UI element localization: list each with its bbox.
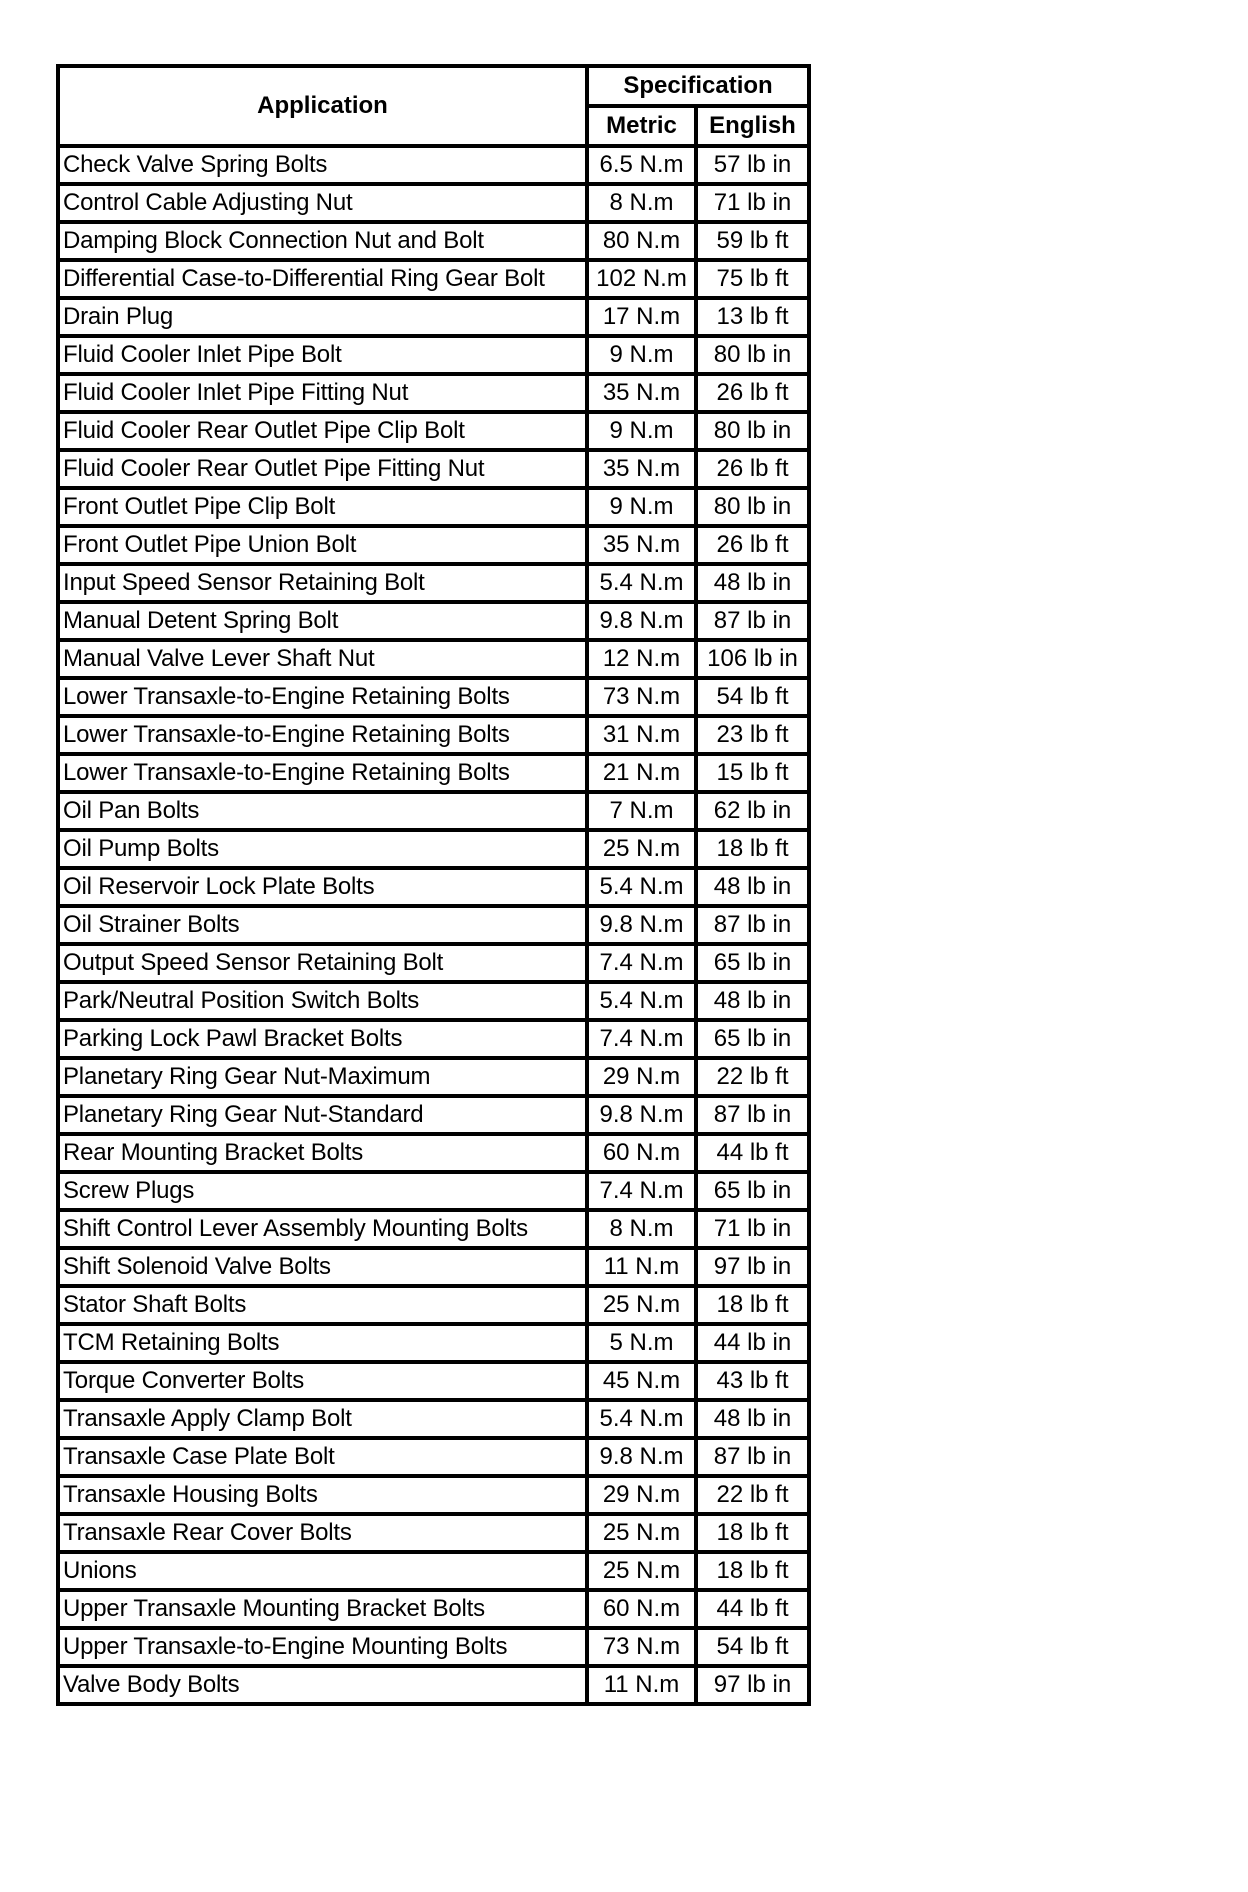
application-cell: Upper Transaxle Mounting Bracket Bolts xyxy=(58,1590,587,1628)
english-value-cell: 87 lb in xyxy=(696,1438,809,1476)
english-value-cell: 71 lb in xyxy=(696,1210,809,1248)
application-cell: Lower Transaxle-to-Engine Retaining Bolts xyxy=(58,716,587,754)
table-row xyxy=(58,488,809,526)
table-row xyxy=(58,184,809,222)
table-row xyxy=(58,830,809,868)
table-row xyxy=(58,1210,809,1248)
metric-value-cell: 9.8 N.m xyxy=(587,1438,696,1476)
specification-column-header: Specification xyxy=(587,66,809,106)
application-cell: Unions xyxy=(58,1552,587,1590)
table-row xyxy=(58,412,809,450)
metric-value-cell: 8 N.m xyxy=(587,184,696,222)
metric-value-cell: 9 N.m xyxy=(587,412,696,450)
metric-value-cell: 12 N.m xyxy=(587,640,696,678)
english-value-cell: 44 lb ft xyxy=(696,1590,809,1628)
table-row xyxy=(58,678,809,716)
metric-value-cell: 35 N.m xyxy=(587,526,696,564)
table-body xyxy=(58,146,809,1704)
application-cell: Output Speed Sensor Retaining Bolt xyxy=(58,944,587,982)
table-row xyxy=(58,1248,809,1286)
english-value-cell: 48 lb in xyxy=(696,564,809,602)
application-cell: Fluid Cooler Inlet Pipe Bolt xyxy=(58,336,587,374)
english-value-cell: 44 lb ft xyxy=(696,1134,809,1172)
table-row xyxy=(58,982,809,1020)
application-cell: Oil Strainer Bolts xyxy=(58,906,587,944)
application-cell: Stator Shaft Bolts xyxy=(58,1286,587,1324)
application-cell: Park/Neutral Position Switch Bolts xyxy=(58,982,587,1020)
english-value-cell: 80 lb in xyxy=(696,336,809,374)
metric-value-cell: 17 N.m xyxy=(587,298,696,336)
table-row xyxy=(58,792,809,830)
english-value-cell: 22 lb ft xyxy=(696,1058,809,1096)
table-row xyxy=(58,868,809,906)
metric-value-cell: 73 N.m xyxy=(587,678,696,716)
table-row xyxy=(58,1096,809,1134)
metric-value-cell: 9 N.m xyxy=(587,336,696,374)
application-cell: Oil Reservoir Lock Plate Bolts xyxy=(58,868,587,906)
english-value-cell: 22 lb ft xyxy=(696,1476,809,1514)
english-value-cell: 18 lb ft xyxy=(696,830,809,868)
application-cell: Upper Transaxle-to-Engine Mounting Bolts xyxy=(58,1628,587,1666)
metric-value-cell: 7.4 N.m xyxy=(587,1020,696,1058)
metric-value-cell: 35 N.m xyxy=(587,450,696,488)
application-cell: Shift Control Lever Assembly Mounting Bolts xyxy=(58,1210,587,1248)
english-value-cell: 26 lb ft xyxy=(696,374,809,412)
table-row xyxy=(58,1514,809,1552)
table-row xyxy=(58,1666,809,1704)
metric-value-cell: 25 N.m xyxy=(587,830,696,868)
table-row xyxy=(58,1172,809,1210)
table-row xyxy=(58,1362,809,1400)
table-header xyxy=(58,66,809,146)
application-cell: Differential Case-to-Differential Ring Gear Bolt xyxy=(58,260,587,298)
english-value-cell: 87 lb in xyxy=(696,906,809,944)
table-row xyxy=(58,1438,809,1476)
application-cell: Manual Valve Lever Shaft Nut xyxy=(58,640,587,678)
metric-value-cell: 5.4 N.m xyxy=(587,564,696,602)
table-row xyxy=(58,298,809,336)
metric-value-cell: 5.4 N.m xyxy=(587,1400,696,1438)
english-value-cell: 87 lb in xyxy=(696,602,809,640)
application-cell: Transaxle Rear Cover Bolts xyxy=(58,1514,587,1552)
table-row xyxy=(58,716,809,754)
metric-value-cell: 73 N.m xyxy=(587,1628,696,1666)
header-row-top xyxy=(58,66,809,106)
metric-value-cell: 9.8 N.m xyxy=(587,906,696,944)
english-value-cell: 15 lb ft xyxy=(696,754,809,792)
application-cell: Torque Converter Bolts xyxy=(58,1362,587,1400)
english-value-cell: 97 lb in xyxy=(696,1666,809,1704)
application-cell: Check Valve Spring Bolts xyxy=(58,146,587,184)
english-value-cell: 71 lb in xyxy=(696,184,809,222)
english-value-cell: 13 lb ft xyxy=(696,298,809,336)
application-cell: Damping Block Connection Nut and Bolt xyxy=(58,222,587,260)
table-row xyxy=(58,754,809,792)
application-cell: Fluid Cooler Inlet Pipe Fitting Nut xyxy=(58,374,587,412)
table-row xyxy=(58,450,809,488)
table-row xyxy=(58,1400,809,1438)
application-cell: Front Outlet Pipe Clip Bolt xyxy=(58,488,587,526)
english-value-cell: 43 lb ft xyxy=(696,1362,809,1400)
english-value-cell: 87 lb in xyxy=(696,1096,809,1134)
table-row xyxy=(58,1134,809,1172)
application-cell: Control Cable Adjusting Nut xyxy=(58,184,587,222)
application-cell: TCM Retaining Bolts xyxy=(58,1324,587,1362)
application-cell: Manual Detent Spring Bolt xyxy=(58,602,587,640)
table-row xyxy=(58,564,809,602)
metric-value-cell: 25 N.m xyxy=(587,1286,696,1324)
application-cell: Transaxle Case Plate Bolt xyxy=(58,1438,587,1476)
english-value-cell: 48 lb in xyxy=(696,1400,809,1438)
application-cell: Front Outlet Pipe Union Bolt xyxy=(58,526,587,564)
application-cell: Transaxle Apply Clamp Bolt xyxy=(58,1400,587,1438)
application-cell: Screw Plugs xyxy=(58,1172,587,1210)
metric-value-cell: 31 N.m xyxy=(587,716,696,754)
english-value-cell: 57 lb in xyxy=(696,146,809,184)
english-value-cell: 48 lb in xyxy=(696,868,809,906)
metric-value-cell: 11 N.m xyxy=(587,1666,696,1704)
metric-value-cell: 25 N.m xyxy=(587,1552,696,1590)
english-value-cell: 80 lb in xyxy=(696,488,809,526)
table-row xyxy=(58,1476,809,1514)
application-cell: Fluid Cooler Rear Outlet Pipe Fitting Nut xyxy=(58,450,587,488)
table-row xyxy=(58,906,809,944)
metric-value-cell: 29 N.m xyxy=(587,1058,696,1096)
table-row xyxy=(58,1324,809,1362)
table-row xyxy=(58,944,809,982)
table-row xyxy=(58,1058,809,1096)
english-value-cell: 65 lb in xyxy=(696,944,809,982)
table-row xyxy=(58,146,809,184)
application-cell: Transaxle Housing Bolts xyxy=(58,1476,587,1514)
english-value-cell: 80 lb in xyxy=(696,412,809,450)
table-row xyxy=(58,602,809,640)
english-value-cell: 44 lb in xyxy=(696,1324,809,1362)
english-value-cell: 65 lb in xyxy=(696,1020,809,1058)
metric-value-cell: 25 N.m xyxy=(587,1514,696,1552)
application-cell: Shift Solenoid Valve Bolts xyxy=(58,1248,587,1286)
table-row xyxy=(58,1590,809,1628)
application-cell: Fluid Cooler Rear Outlet Pipe Clip Bolt xyxy=(58,412,587,450)
english-value-cell: 54 lb ft xyxy=(696,1628,809,1666)
metric-value-cell: 5.4 N.m xyxy=(587,982,696,1020)
metric-value-cell: 5 N.m xyxy=(587,1324,696,1362)
application-cell: Parking Lock Pawl Bracket Bolts xyxy=(58,1020,587,1058)
metric-value-cell: 7 N.m xyxy=(587,792,696,830)
table-row xyxy=(58,222,809,260)
english-value-cell: 26 lb ft xyxy=(696,526,809,564)
table-row xyxy=(58,260,809,298)
metric-value-cell: 21 N.m xyxy=(587,754,696,792)
metric-value-cell: 29 N.m xyxy=(587,1476,696,1514)
application-cell: Lower Transaxle-to-Engine Retaining Bolts xyxy=(58,754,587,792)
fastener-specification-table xyxy=(56,64,811,1706)
english-value-cell: 65 lb in xyxy=(696,1172,809,1210)
english-column-header: English xyxy=(696,106,809,146)
application-cell: Oil Pump Bolts xyxy=(58,830,587,868)
application-cell: Drain Plug xyxy=(58,298,587,336)
application-cell: Planetary Ring Gear Nut-Standard xyxy=(58,1096,587,1134)
metric-value-cell: 60 N.m xyxy=(587,1134,696,1172)
application-cell: Valve Body Bolts xyxy=(58,1666,587,1704)
metric-value-cell: 11 N.m xyxy=(587,1248,696,1286)
english-value-cell: 48 lb in xyxy=(696,982,809,1020)
english-value-cell: 18 lb ft xyxy=(696,1514,809,1552)
metric-value-cell: 9.8 N.m xyxy=(587,602,696,640)
english-value-cell: 62 lb in xyxy=(696,792,809,830)
metric-column-header: Metric xyxy=(587,106,696,146)
metric-value-cell: 80 N.m xyxy=(587,222,696,260)
table-row xyxy=(58,336,809,374)
english-value-cell: 75 lb ft xyxy=(696,260,809,298)
application-column-header: Application xyxy=(58,66,587,146)
table-row xyxy=(58,1628,809,1666)
table-row xyxy=(58,1286,809,1324)
metric-value-cell: 7.4 N.m xyxy=(587,1172,696,1210)
application-cell: Lower Transaxle-to-Engine Retaining Bolts xyxy=(58,678,587,716)
metric-value-cell: 9 N.m xyxy=(587,488,696,526)
application-cell: Rear Mounting Bracket Bolts xyxy=(58,1134,587,1172)
metric-value-cell: 35 N.m xyxy=(587,374,696,412)
application-cell: Planetary Ring Gear Nut-Maximum xyxy=(58,1058,587,1096)
table-row xyxy=(58,640,809,678)
english-value-cell: 97 lb in xyxy=(696,1248,809,1286)
english-value-cell: 54 lb ft xyxy=(696,678,809,716)
table-row xyxy=(58,374,809,412)
metric-value-cell: 8 N.m xyxy=(587,1210,696,1248)
table-row xyxy=(58,526,809,564)
metric-value-cell: 7.4 N.m xyxy=(587,944,696,982)
metric-value-cell: 45 N.m xyxy=(587,1362,696,1400)
english-value-cell: 18 lb ft xyxy=(696,1286,809,1324)
table-row xyxy=(58,1020,809,1058)
english-value-cell: 23 lb ft xyxy=(696,716,809,754)
english-value-cell: 26 lb ft xyxy=(696,450,809,488)
english-value-cell: 18 lb ft xyxy=(696,1552,809,1590)
table-row xyxy=(58,1552,809,1590)
application-cell: Input Speed Sensor Retaining Bolt xyxy=(58,564,587,602)
english-value-cell: 106 lb in xyxy=(696,640,809,678)
metric-value-cell: 9.8 N.m xyxy=(587,1096,696,1134)
metric-value-cell: 5.4 N.m xyxy=(587,868,696,906)
metric-value-cell: 60 N.m xyxy=(587,1590,696,1628)
application-cell: Oil Pan Bolts xyxy=(58,792,587,830)
metric-value-cell: 6.5 N.m xyxy=(587,146,696,184)
metric-value-cell: 102 N.m xyxy=(587,260,696,298)
english-value-cell: 59 lb ft xyxy=(696,222,809,260)
